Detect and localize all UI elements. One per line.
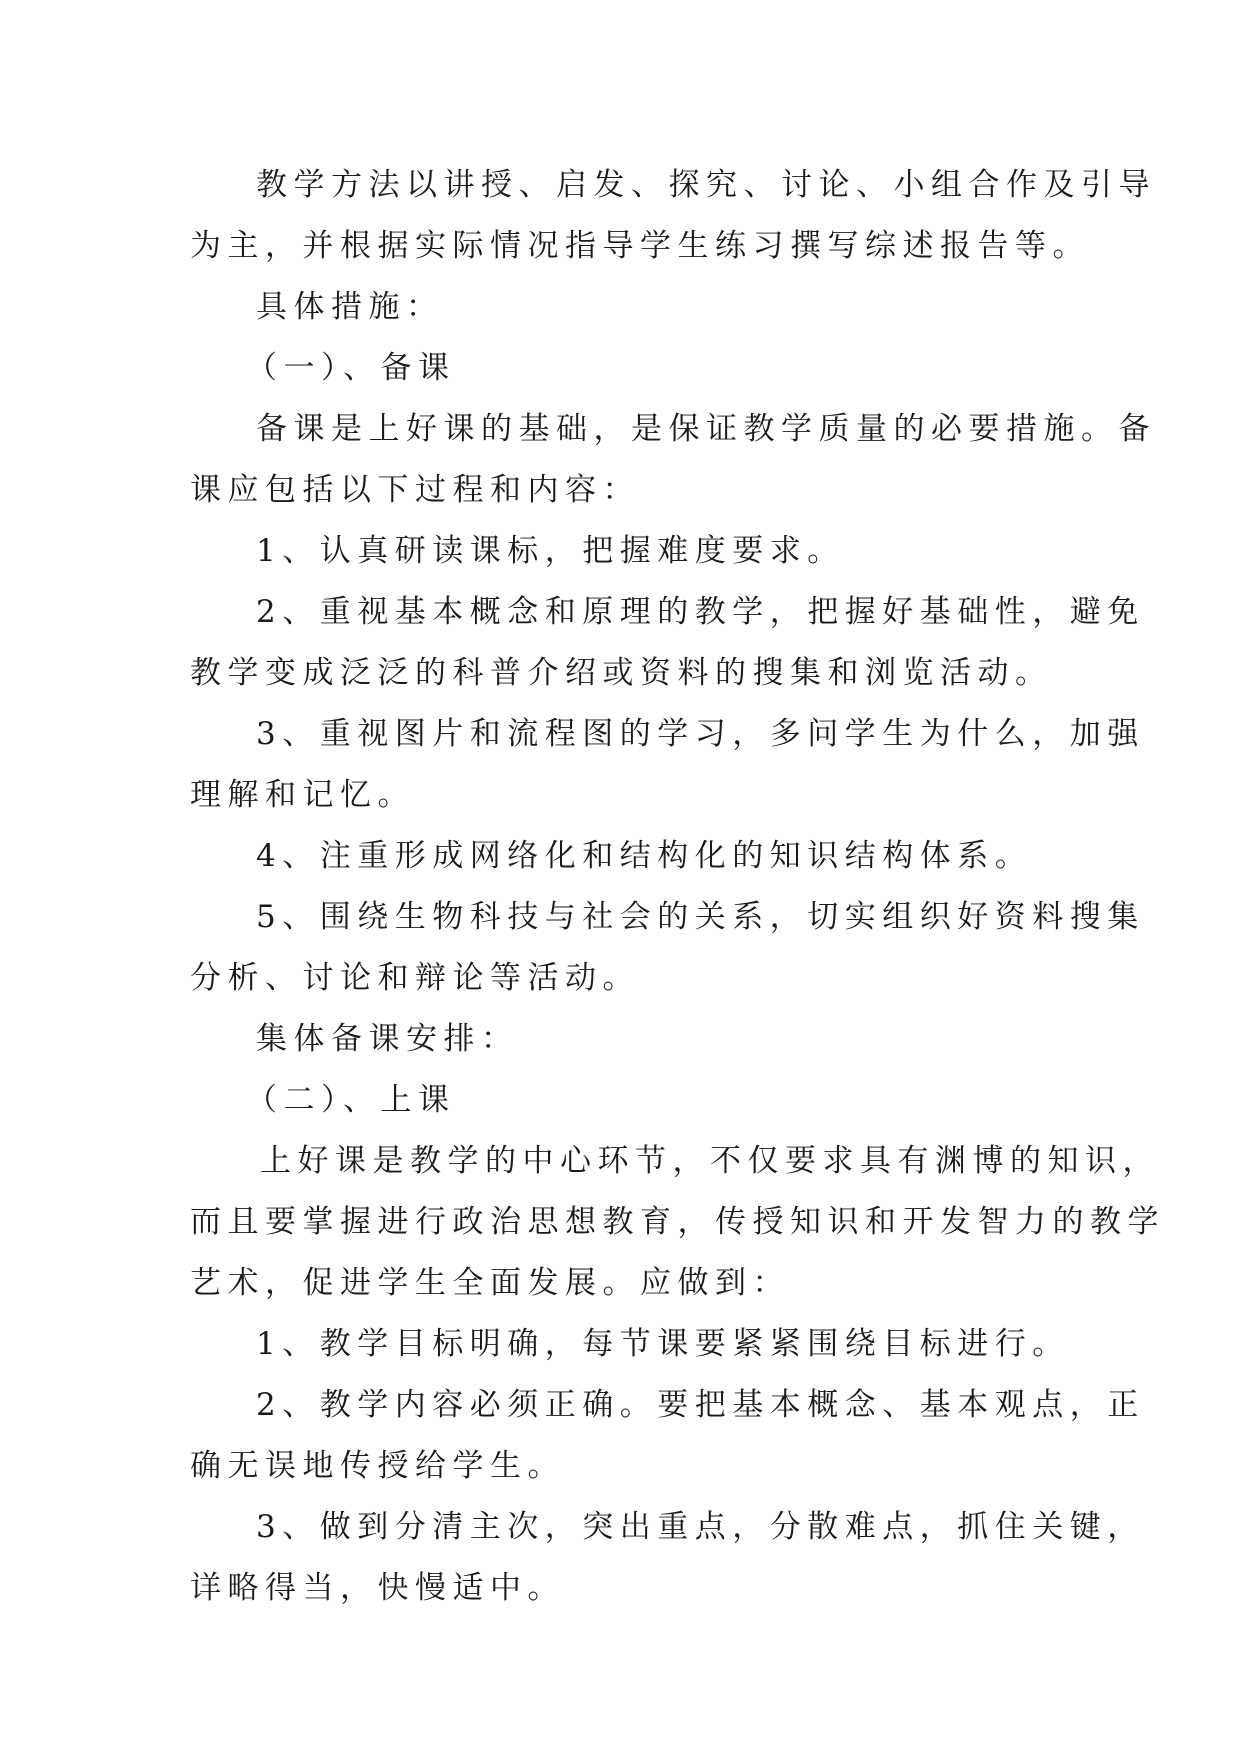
list-item: 4、注重形成网络化和结构化的知识结构体系。 — [256, 838, 1033, 874]
text-line: 分析、讨论和辩论等活动。 — [190, 960, 640, 996]
text-line: 艺术，促进学生全面发展。应做到： — [190, 1265, 790, 1301]
text-line: 教学方法以讲授、启发、探究、讨论、小组合作及引导 — [256, 167, 1156, 203]
text-line: 上好课是教学的中心环节，不仅要求具有渊博的知识， — [260, 1143, 1160, 1179]
text-line: 详略得当，快慢适中。 — [190, 1570, 565, 1606]
document-body — [190, 155, 1165, 1619]
list-item: 3、重视图片和流程图的学习，多问学生为什么，加强 — [256, 716, 1145, 752]
text-line: 课应包括以下过程和内容： — [190, 472, 640, 508]
list-item: 3、做到分清主次，突出重点，分散难点，抓住关键， — [256, 1509, 1145, 1545]
section-label: 具体措施： — [256, 289, 444, 325]
text-line: 而且要掌握进行政治思想教育，传授知识和开发智力的教学 — [190, 1204, 1165, 1240]
list-item: 1、认真研读课标，把握难度要求。 — [256, 533, 845, 569]
section-label: 集体备课安排： — [256, 1021, 519, 1057]
list-item: 1、教学目标明确，每节课要紧紧围绕目标进行。 — [256, 1326, 1070, 1362]
text-line: 为主，并根据实际情况指导学生练习撰写综述报告等。 — [190, 228, 1090, 264]
text-line: 确无误地传授给学生。 — [190, 1448, 565, 1484]
text-line: 理解和记忆。 — [190, 777, 415, 813]
list-item: 2、重视基本概念和原理的教学，把握好基础性，避免 — [256, 594, 1145, 630]
section-heading: （二）、上课 — [246, 1082, 456, 1118]
list-item: 5、围绕生物科技与社会的关系，切实组织好资料搜集 — [256, 899, 1145, 935]
section-heading: （一）、备课 — [246, 350, 456, 386]
text-line: 备课是上好课的基础，是保证教学质量的必要措施。备 — [256, 411, 1156, 447]
list-item: 2、教学内容必须正确。要把基本概念、基本观点，正 — [256, 1387, 1145, 1423]
text-line: 教学变成泛泛的科普介绍或资料的搜集和浏览活动。 — [190, 655, 1053, 691]
